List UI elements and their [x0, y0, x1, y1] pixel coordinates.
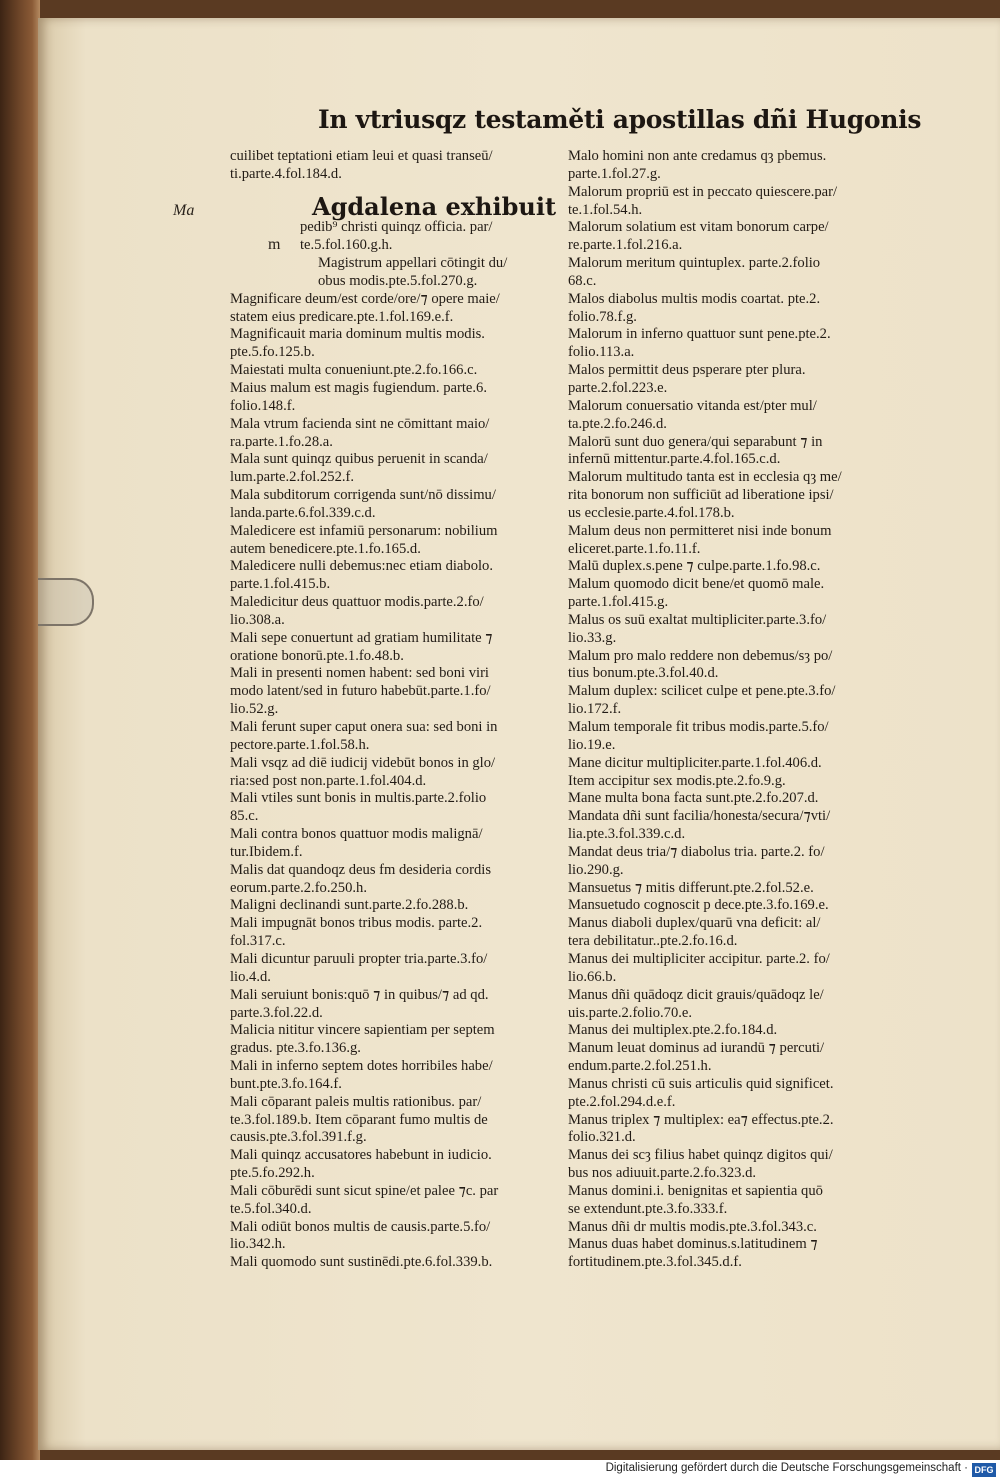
- index-right-line: Mansuetus ⁊ mitis differunt.pte.2.fol.52.e.: [568, 879, 814, 896]
- index-right-line: Malum quomodo dicit bene/et quomō male.: [568, 576, 825, 593]
- index-right-line: folio.321.d.: [568, 1129, 636, 1146]
- index-left-line: lio.308.a.: [230, 611, 285, 628]
- index-left-line: pedib⁹ christi quinqz officia. par/: [300, 219, 493, 236]
- index-left-line: Maledicere nulli debemus:nec etiam diabolo.: [230, 558, 494, 575]
- index-right-line: Malū duplex.s.pene ⁊ culpe.parte.1.fo.98.c.: [568, 558, 821, 575]
- index-right-line: eliceret.parte.1.fo.11.f.: [568, 540, 701, 557]
- index-right-line: Malos diabolus multis modis coartat. pte.2.: [568, 290, 821, 307]
- index-right-line: Item accipitur sex modis.pte.2.fo.9.g.: [568, 772, 786, 789]
- index-left-line: ti.parte.4.fol.184.d.: [230, 165, 342, 182]
- index-left-line: tur.Ibidem.f.: [230, 843, 303, 860]
- index-left-line: ria:sed post non.parte.1.fol.404.d.: [230, 772, 427, 789]
- index-left-line: Maius malum est magis fugiendum. parte.6.: [230, 379, 487, 396]
- section-heading: Agdalena exhibuit: [312, 192, 557, 221]
- index-right-line: Manus dei multipliciter accipitur. parte.2. fo/: [568, 950, 830, 967]
- index-right-line: lio.172.f.: [568, 701, 622, 718]
- index-left-line: parte.3.fol.22.d.: [230, 1004, 323, 1021]
- running-header: In vtriusqz testaměti apostillas dñi Hugonis: [318, 105, 922, 134]
- index-right-line: Malos permittit deus psperare pter plura.: [568, 362, 806, 379]
- index-left-line: Mali seruiunt bonis:quō ⁊ in quibus/⁊ ad qd.: [230, 986, 489, 1003]
- index-right-line: Malus os suū exaltat multipliciter.parte.3.fo/: [568, 611, 827, 628]
- index-left-line: lio.52.g.: [230, 701, 279, 718]
- index-right-line: Malum deus non permitteret nisi inde bonum: [568, 522, 832, 539]
- index-right-line: lio.290.g.: [568, 861, 624, 878]
- index-left-line: [230, 202, 542, 220]
- index-left-line: cuilibet teptationi etiam leui et quasi transeū/: [230, 148, 493, 164]
- index-right-line: us ecclesie.parte.4.fol.178.b.: [568, 504, 735, 521]
- index-left-line: Malicia nititur vincere sapientiam per septem: [230, 1022, 495, 1039]
- index-right-line: parte.1.fol.415.g.: [568, 594, 669, 611]
- index-right-line: Malo homini non ante credamus qȝ pbemus.: [568, 148, 827, 164]
- index-right-line: parte.2.fol.223.e.: [568, 379, 668, 396]
- index-left-line: bunt.pte.3.fo.164.f.: [230, 1075, 342, 1092]
- index-left-line: statem eius predicare.pte.1.fol.169.e.f.: [230, 308, 454, 325]
- index-right-line: Malorum solatium est vitam bonorum carpe/: [568, 219, 829, 236]
- index-right-line: Malorum propriū est in peccato quiescere.par/: [568, 183, 838, 200]
- index-right-line: lio.19.e.: [568, 736, 616, 753]
- index-left-line: Magnificauit maria dominum multis modis.: [230, 326, 485, 343]
- index-left-line: Maiestati multa conueniunt.pte.2.fo.166.c.: [230, 362, 478, 379]
- index-left-line: oratione bonorū.pte.1.fo.48.b.: [230, 647, 404, 664]
- index-right-line: infernū mittentur.parte.4.fol.165.c.d.: [568, 451, 781, 468]
- index-left-line: Magistrum appellari cōtingit du/: [318, 255, 508, 272]
- index-left-line: Mali in inferno septem dotes horribiles habe/: [230, 1058, 493, 1075]
- index-left-line: folio.148.f.: [230, 397, 296, 414]
- index-left-line: lio.4.d.: [230, 968, 271, 985]
- index-left-line: fol.317.c.: [230, 933, 286, 950]
- index-left-line: Mali cōparant paleis multis rationibus. par/: [230, 1093, 482, 1110]
- index-right-line: Manus triplex ⁊ multiplex: ea⁊ effectus.pte.2.: [568, 1111, 834, 1128]
- index-right-line: pte.2.fol.294.d.e.f.: [568, 1093, 676, 1110]
- index-left-line: pte.5.fo.292.h.: [230, 1165, 315, 1182]
- index-left-line: Maligni declinandi sunt.parte.2.fo.288.b.: [230, 897, 469, 914]
- index-right-line: rita bonorum non sufficiūt ad liberatione ipsi/: [568, 487, 834, 504]
- index-right-line: Malum duplex: scilicet culpe et pene.pte.3.fo/: [568, 683, 836, 700]
- index-right-line: Malum temporale fit tribus modis.parte.5.fo/: [568, 719, 829, 735]
- index-left-line: obus modis.pte.5.fol.270.g.: [318, 272, 478, 289]
- index-right-line: Manus dñi dr multis modis.pte.3.fol.343.c.: [568, 1218, 817, 1235]
- footer-credit: Digitalisierung gefördert durch die Deutsche Forschungsgemeinschaft ·: [605, 1462, 968, 1474]
- index-column-right: [568, 148, 880, 1272]
- index-left-line: lio.342.h.: [230, 1236, 286, 1253]
- index-left-line: Mali ferunt super caput onera sua: sed boni in: [230, 719, 498, 735]
- index-right-line: Malorum meritum quintuplex. parte.2.folio: [568, 255, 821, 272]
- index-left-line: Mala vtrum facienda sint ne cōmittant maio/: [230, 415, 490, 432]
- index-right-line: uis.parte.2.folio.70.e.: [568, 1004, 693, 1021]
- index-right-line: fortitudinem.pte.3.fol.345.d.f.: [568, 1254, 742, 1271]
- index-right-line: Malorum multitudo tanta est in ecclesia qȝ me/: [568, 469, 842, 486]
- index-right-line: Malum pro malo reddere non debemus/sȝ po/: [568, 647, 833, 664]
- index-left-line: Mali quinqz accusatores habebunt in iudicio.: [230, 1147, 492, 1164]
- index-right-line: folio.113.a.: [568, 344, 635, 361]
- book-binding: [0, 0, 40, 1460]
- index-left-line: lum.parte.2.fol.252.f.: [230, 469, 355, 486]
- index-left-line: Mali contra bonos quattuor modis malignā/: [230, 826, 483, 843]
- index-right-line: Malorum in inferno quattuor sunt pene.pte.2.: [568, 326, 831, 343]
- index-left-line: Mali sepe conuertunt ad gratiam humilitate ⁊: [230, 629, 493, 646]
- index-right-line: se extendunt.pte.3.fo.333.f.: [568, 1200, 728, 1217]
- index-left-line: Magnificare deum/est corde/ore/⁊ opere maie/: [230, 290, 500, 307]
- index-right-line: Manus dei scȝ filius habet quinqz digitos qui/: [568, 1147, 833, 1164]
- index-right-line: Manus christi cū suis articulis quid significet.: [568, 1075, 834, 1092]
- index-column-left: [230, 148, 542, 1272]
- initial-letter: m: [268, 236, 281, 253]
- index-right-line: Mansuetudo cognoscit p dece.pte.3.fo.169.e.: [568, 897, 829, 914]
- index-right-line: Malorum conuersatio vitanda est/pter mul/: [568, 397, 817, 414]
- index-right-line: Mandat deus tria/⁊ diabolus tria. parte.2. fo/: [568, 843, 825, 860]
- index-right-line: Malorū sunt duo genera/qui separabunt ⁊ in: [568, 433, 823, 450]
- index-right-line: te.1.fol.54.h.: [568, 201, 643, 218]
- index-left-line: Mali impugnāt bonos tribus modis. parte.2.: [230, 915, 483, 932]
- index-left-line: 85.c.: [230, 808, 259, 825]
- index-right-line: re.parte.1.fol.216.a.: [568, 237, 683, 254]
- index-left-line: parte.1.fol.415.b.: [230, 576, 331, 593]
- margin-note: Ma: [173, 202, 195, 219]
- index-left-line: gradus. pte.3.fo.136.g.: [230, 1040, 361, 1057]
- index-right-line: ta.pte.2.fo.246.d.: [568, 415, 667, 432]
- index-right-line: tera debilitatur..pte.2.fo.16.d.: [568, 933, 738, 950]
- index-left-line: Malis dat quandoqz deus fm desideria cordis: [230, 861, 491, 878]
- index-left-line: Maledicitur deus quattuor modis.parte.2.fo/: [230, 594, 484, 611]
- index-left-line: Mali cōburēdi sunt sicut spine/et palee ⁊c. par: [230, 1182, 499, 1199]
- index-left-line: Maledicere est infamiū personarum: nobilium: [230, 522, 498, 539]
- index-left-line: pte.5.fo.125.b.: [230, 344, 315, 361]
- index-right-line: Mane dicitur multipliciter.parte.1.fol.406.d.: [568, 754, 822, 771]
- index-right-line: Mane multa bona facta sunt.pte.2.fo.207.d.: [568, 790, 819, 807]
- index-right-line: Manus dei multiplex.pte.2.fo.184.d.: [568, 1022, 778, 1039]
- index-right-line: bus nos adiuuit.parte.2.fo.323.d.: [568, 1165, 757, 1182]
- index-right-line: Mandata dñi sunt facilia/honesta/secura/⁊vti/: [568, 808, 831, 825]
- index-left-line: Mali vsqz ad diē iudicij videbūt bonos in glo/: [230, 754, 496, 771]
- index-left-line: te.3.fol.189.b. Item cōparant fumo multis de: [230, 1111, 488, 1128]
- index-left-line: causis.pte.3.fol.391.f.g.: [230, 1129, 367, 1146]
- index-right-line: Manus duas habet dominus.s.latitudinem ⁊: [568, 1236, 818, 1253]
- index-left-line: Mala sunt quinqz quibus peruenit in scanda/: [230, 451, 488, 468]
- index-right-line: Manum leuat dominus ad iurandū ⁊ percuti/: [568, 1040, 825, 1057]
- index-right-line: Manus domini.i. benignitas et sapientia quō: [568, 1182, 823, 1199]
- index-left-line: Mali odiūt bonos multis de causis.parte.5.fo/: [230, 1218, 491, 1235]
- index-right-line: lia.pte.3.fol.339.c.d.: [568, 826, 686, 843]
- index-right-line: tius bonum.pte.3.fol.40.d.: [568, 665, 719, 682]
- index-left-line: ra.parte.1.fo.28.a.: [230, 433, 333, 450]
- index-left-line: modo latent/sed in futuro habebūt.parte.1.fo/: [230, 683, 491, 700]
- index-left-line: Mali vtiles sunt bonis in multis.parte.2.folio: [230, 790, 487, 807]
- dfg-logo: DFG: [972, 1463, 996, 1477]
- index-left-line: pectore.parte.1.fol.58.h.: [230, 736, 370, 753]
- index-right-line: Manus diaboli duplex/quarū vna deficit: al/: [568, 915, 821, 932]
- index-right-line: Manus dñi quādoqz dicit grauis/quādoqz le/: [568, 986, 824, 1003]
- index-right-line: lio.66.b.: [568, 968, 617, 985]
- index-left-line: Mali dicuntur paruuli propter tria.parte.3.fo/: [230, 950, 488, 967]
- index-left-line: te.5.fol.340.d.: [230, 1200, 312, 1217]
- index-left-line: Mali quomodo sunt sustinēdi.pte.6.fol.339.b.: [230, 1254, 493, 1271]
- index-right-line: folio.78.f.g.: [568, 308, 637, 325]
- paper-clip: [38, 578, 94, 626]
- index-right-line: endum.parte.2.fol.251.h.: [568, 1058, 712, 1075]
- index-right-line: lio.33.g.: [568, 629, 617, 646]
- index-right-line: 68.c.: [568, 272, 597, 289]
- index-left-line: Mala subditorum corrigenda sunt/nō dissimu/: [230, 487, 496, 504]
- index-left-line: te.5.fol.160.g.h.: [300, 237, 393, 254]
- index-left-line: autem benedicere.pte.1.fo.165.d.: [230, 540, 421, 557]
- index-right-line: parte.1.fol.27.g.: [568, 165, 661, 182]
- index-left-line: Mali in presenti nomen habent: sed boni viri: [230, 665, 489, 682]
- index-left-line: landa.parte.6.fol.339.c.d.: [230, 504, 376, 521]
- index-left-line: eorum.parte.2.fo.250.h.: [230, 879, 367, 896]
- index-left-line: [230, 184, 542, 202]
